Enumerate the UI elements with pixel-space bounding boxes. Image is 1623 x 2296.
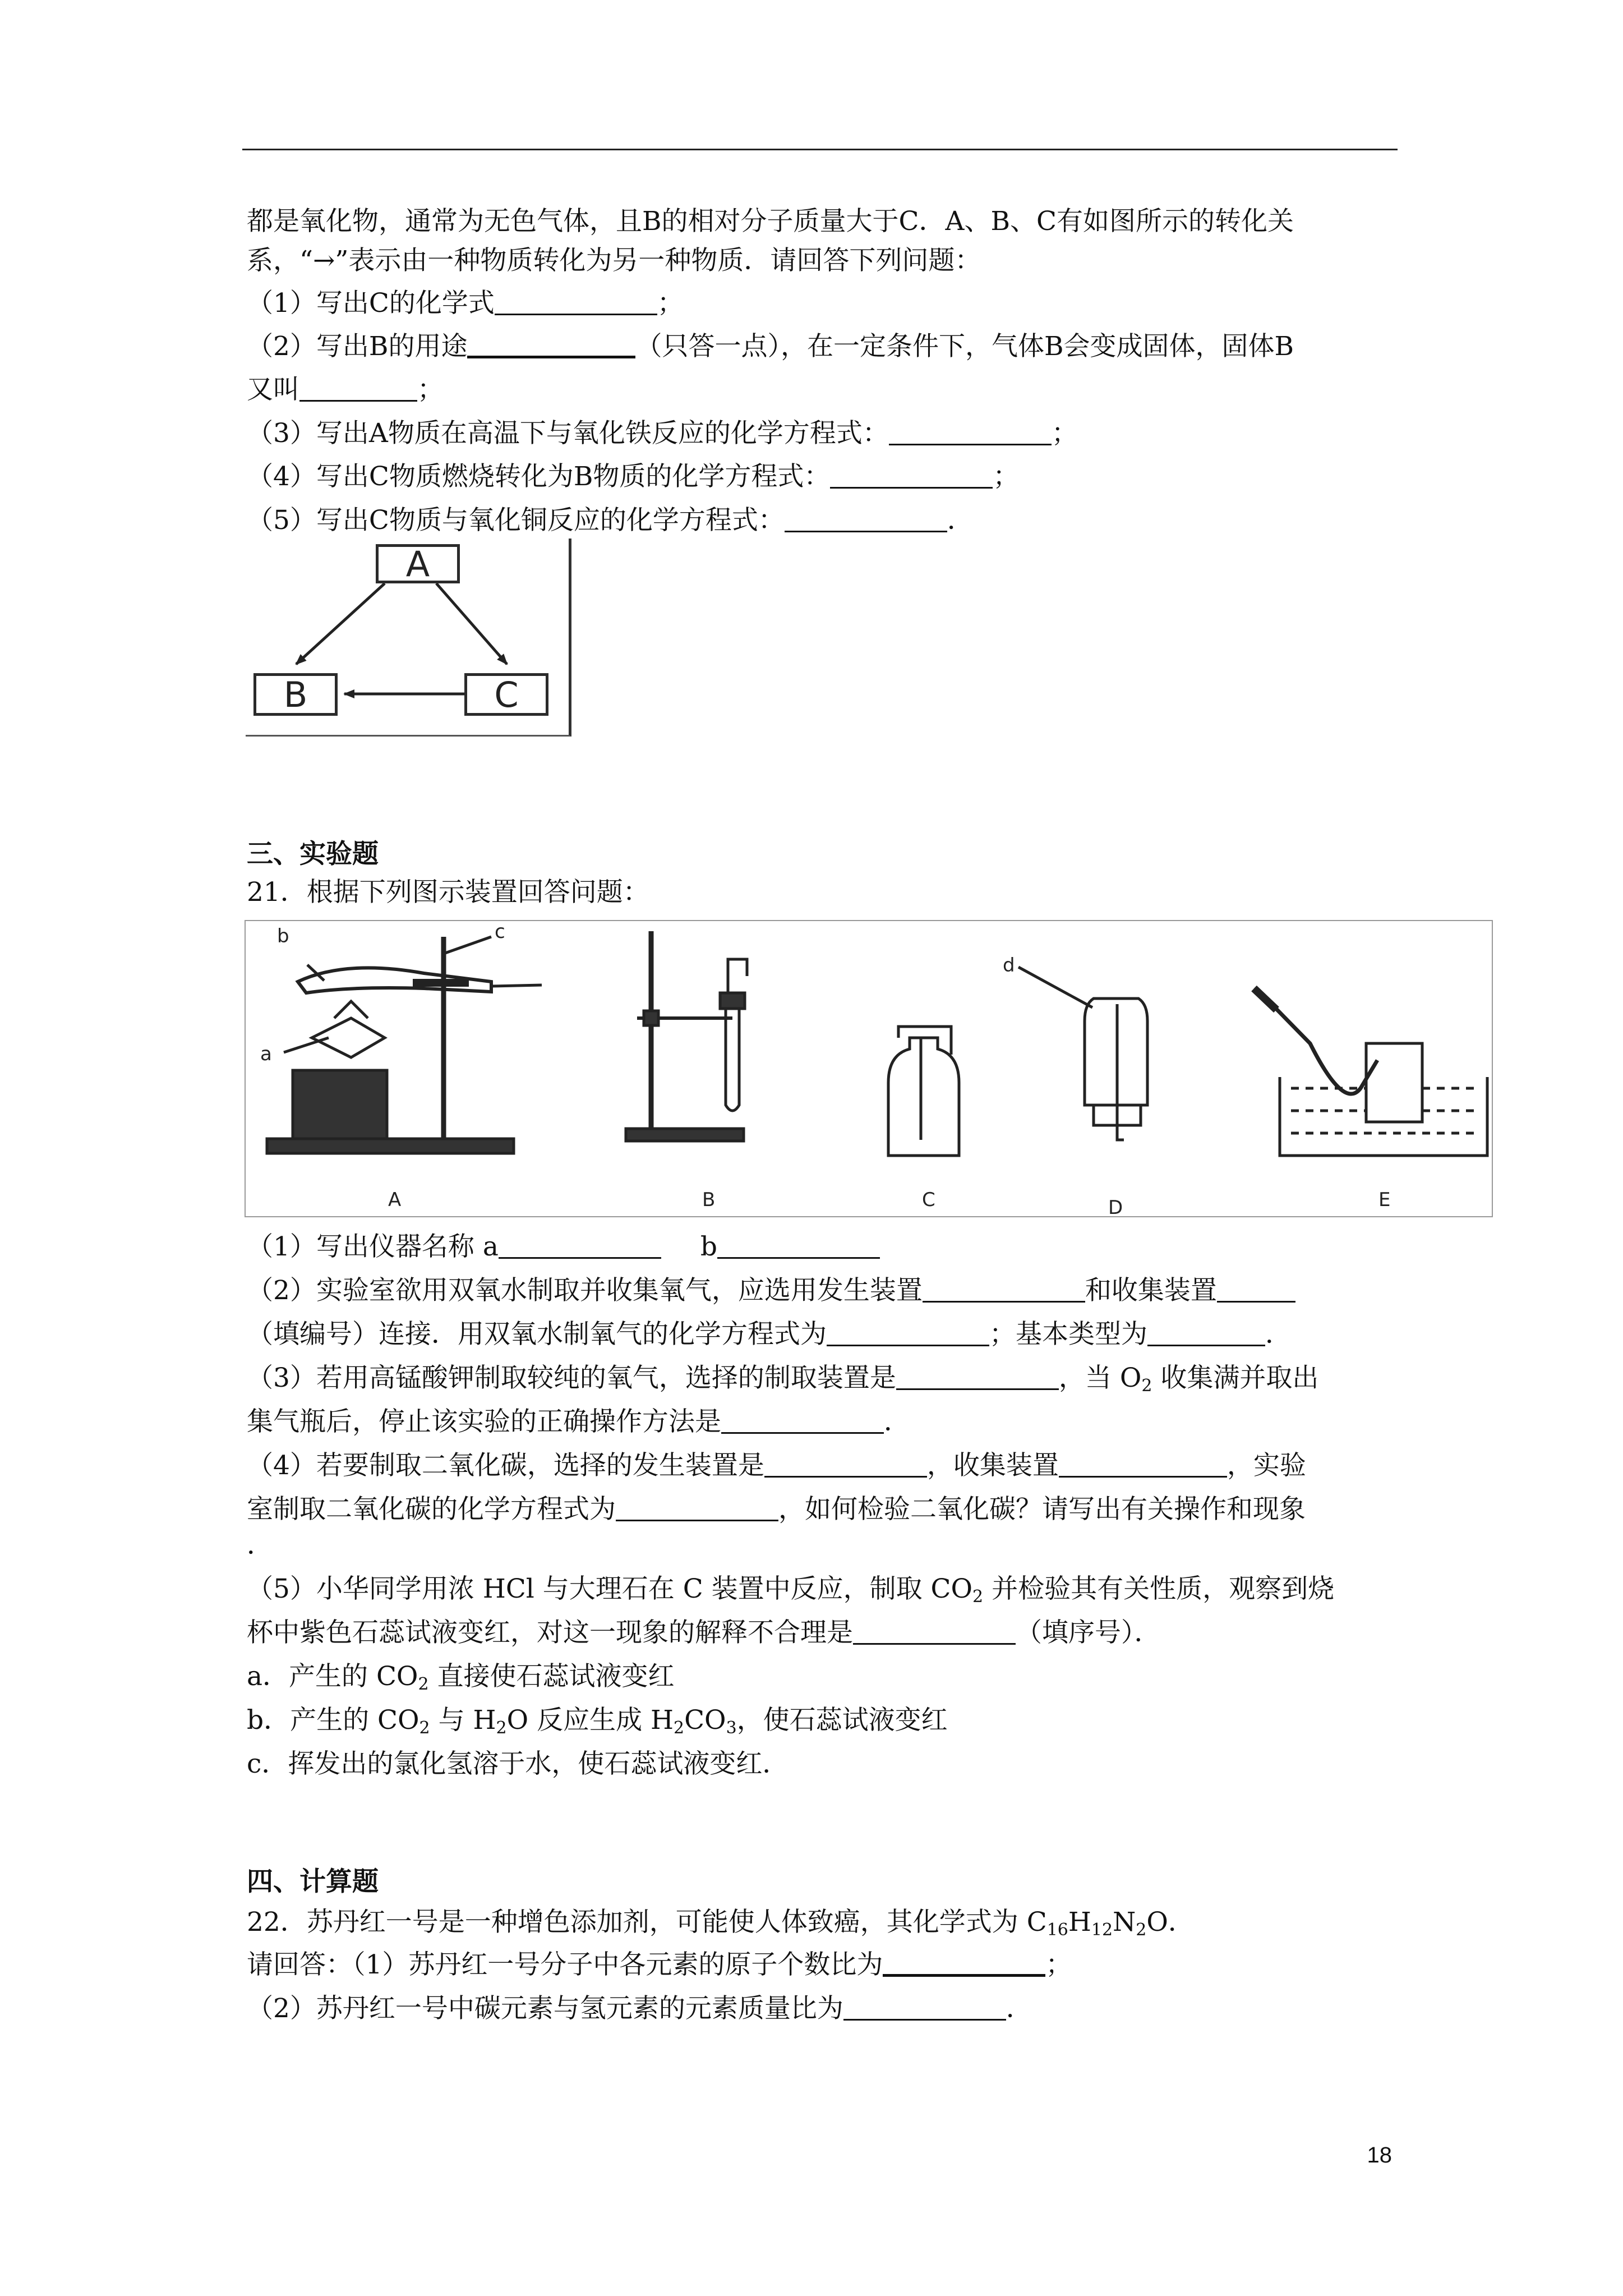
s3-line-4: （3）若用高锰酸钾制取较纯的氧气，选择的制取装置是 ，当 $O_2$ 收集满并取出	[247, 1363, 1319, 1396]
answer-blank[interactable]	[467, 331, 635, 358]
label-apparatus-c: C	[922, 1189, 935, 1211]
s3-line-2: （2）实验室欲用双氧水制取并收集氧气，应选用发生装置 和收集装置	[247, 1272, 1295, 1309]
box-a: A	[376, 544, 460, 583]
box-c: C	[464, 673, 548, 716]
option-b: b．产生的 $CO_2$ 与 $H_2O$ 反应生成 $H_2CO_3$，使石蕊试液变红	[247, 1705, 948, 1738]
header-rule	[242, 149, 1398, 150]
answer-blank[interactable]	[889, 419, 1052, 445]
answer-blank[interactable]	[1147, 1320, 1265, 1346]
question-22-2: （2）苏丹红一号中碳元素与氢元素的元素质量比为 ．	[247, 1993, 1032, 2024]
label-b: b	[277, 925, 289, 947]
answer-blank[interactable]	[843, 1994, 1006, 2021]
apparatus-d	[1018, 967, 1147, 1140]
answer-blank[interactable]	[827, 1320, 989, 1346]
answer-blank[interactable]	[495, 289, 657, 315]
page-number: 18	[1367, 2143, 1392, 2168]
question-3: （3）写出A物质在高温下与氧化铁反应的化学方程式： ；	[247, 418, 1078, 449]
label-apparatus-b: B	[702, 1189, 716, 1211]
s3-line-6: （4）若要制取二氧化碳，选择的发生装置是 ，收集装置 ，实验	[247, 1450, 1306, 1481]
option-a: a．产生的 $CO_2$ 直接使石蕊试液变红	[247, 1661, 675, 1694]
apparatus-figure	[245, 920, 1493, 1217]
question-22: 22．苏丹红一号是一种增色添加剂，可能使人体致癌，其化学式为 $C_{16}H_{12}N_2O$．	[247, 1907, 1195, 1940]
question-21: 21．根据下列图示装置回答问题：	[247, 877, 649, 908]
question-2a: （2）写出B的用途 （只答一点），在一定条件下，气体B会变成固体，固体B	[247, 331, 1294, 362]
apparatus-e	[1254, 987, 1487, 1156]
label-apparatus-d: D	[1108, 1197, 1123, 1217]
s3-line-7: 室制取二氧化碳的化学方程式为 ，如何检验二氧化碳？请写出有关操作和现象	[247, 1494, 1306, 1525]
question-5: （5）写出C物质与氧化铜反应的化学方程式： ．	[247, 505, 974, 536]
intro-line-2: 系，“→”表示由一种物质转化为另一种物质．请回答下列问题：	[247, 245, 981, 276]
question-1: （1）写出C的化学式 ；	[247, 288, 684, 319]
answer-blank[interactable]	[1217, 1276, 1295, 1303]
answer-blank[interactable]	[721, 1407, 884, 1434]
label-d: d	[1003, 954, 1015, 977]
answer-blank[interactable]	[883, 1949, 1045, 1977]
option-c: c．挥发出的氯化氢溶于水，使石蕊试液变红．	[247, 1749, 789, 1779]
transformation-diagram	[246, 539, 571, 737]
answer-blank[interactable]	[717, 1232, 880, 1259]
answer-blank[interactable]	[616, 1495, 778, 1521]
answer-blank[interactable]	[853, 1618, 1016, 1645]
section-4-title: 四、计算题	[247, 1866, 379, 1897]
answer-blank[interactable]	[764, 1451, 927, 1478]
label-apparatus-e: E	[1378, 1189, 1391, 1211]
s3-line-8: ．	[247, 1530, 273, 1561]
s3-line-3: （填编号）连接．用双氧水制氧气的化学方程式为 ；基本类型为 ．	[247, 1319, 1292, 1350]
label-apparatus-a: A	[388, 1189, 402, 1211]
arrow-a-to-c	[436, 583, 507, 664]
section-3-title: 三、实验题	[247, 839, 379, 869]
apparatus-a	[267, 937, 542, 1153]
answer-blank[interactable]	[923, 1276, 1085, 1303]
answer-blank[interactable]	[1059, 1451, 1227, 1478]
arrow-a-to-b	[296, 583, 385, 664]
label-a: a	[260, 1043, 272, 1065]
question-22-1: 请回答：（1）苏丹红一号分子中各元素的原子个数比为 ；	[247, 1949, 1072, 1980]
s3-line-5: 集气瓶后，停止该实验的正确操作方法是 ．	[247, 1406, 910, 1437]
answer-blank[interactable]	[299, 375, 417, 402]
s3-line-9: （5）小华同学用浓 HCl 与大理石在 C 装置中反应，制取 $CO_2$ 并检验其有关性质，观察到烧	[247, 1573, 1335, 1607]
intro-line-1: 都是氧化物，通常为无色气体，且B的相对分子质量大于C．A、B、C有如图所示的转化关	[247, 206, 1294, 237]
answer-blank[interactable]	[830, 462, 993, 489]
answer-blank[interactable]	[499, 1232, 661, 1259]
box-b: B	[253, 673, 338, 716]
apparatus-b	[626, 931, 747, 1141]
answer-blank[interactable]	[785, 506, 947, 532]
apparatus-c	[888, 1027, 959, 1156]
label-c: c	[495, 921, 505, 943]
question-2b: 又叫 ；	[247, 374, 444, 405]
s3-line-1: （1）写出仪器名称 a b	[247, 1228, 880, 1266]
question-4: （4）写出C物质燃烧转化为B物质的化学方程式： ；	[247, 461, 1020, 492]
s3-line-10: 杯中紫色石蕊试液变红，对这一现象的解释不合理是 （填序号）．	[247, 1617, 1161, 1648]
answer-blank[interactable]	[896, 1364, 1059, 1390]
